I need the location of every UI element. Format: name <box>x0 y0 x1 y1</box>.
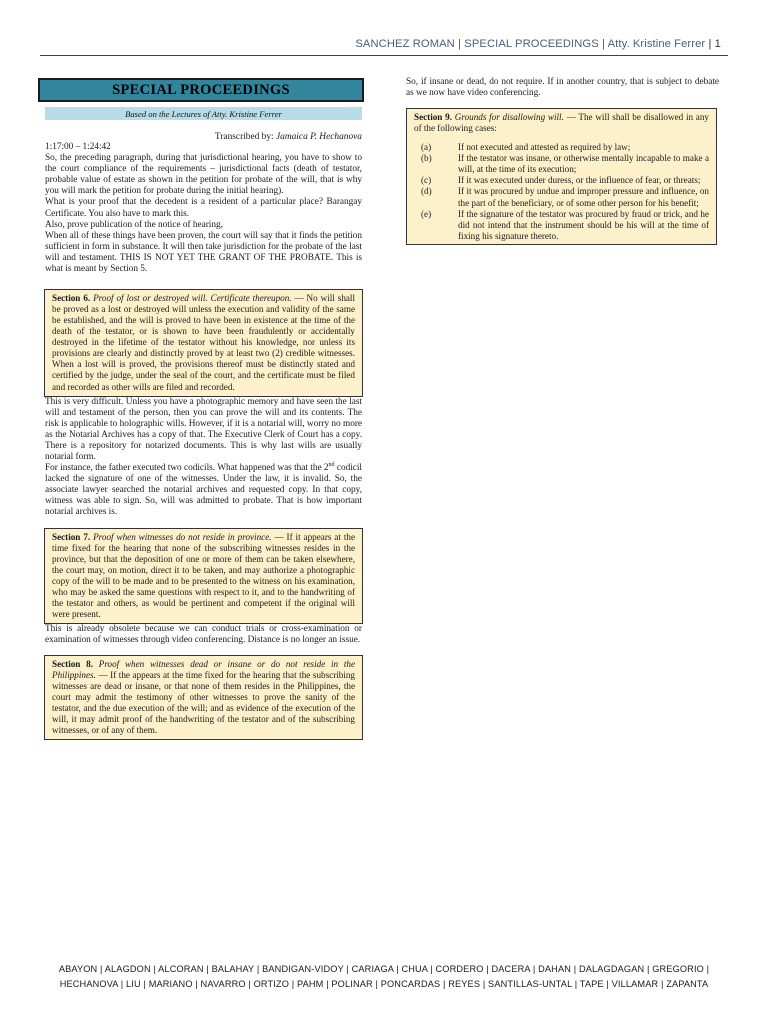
section-9-number: Section 9. <box>414 112 452 123</box>
ground-key: (b) <box>421 153 432 164</box>
section-8-title: Proof when witnesses dead or insane or do not reside in the Philippines. <box>52 659 356 681</box>
footer-line-2: HECHANOVA | LIU | MARIANO | NAVARRO | ORTIZO | PAHM | POLINAR | PONCARDAS | REYES | SANTILLAS-UNTAL | TAPE | VILLAMAR | ZAPANTA <box>59 979 709 990</box>
ground-key: (a) <box>421 142 432 153</box>
section-7-body: — If it appears at the time fixed for the hearing that none of the subscribing witnesses resides in the province, but that the deposition of one or more of them can be taken elsewhere, the court may, on motion, direct it to be taken, and may authorize a photographic copy of the will to be made and to be presented to the witness on his examination, who may be asked the same questions with respect to it, and to the handwriting of the testator and others, as would be pertinent and competent if the original will were present. <box>52 531 356 619</box>
section-6-body: — No will shall be proved as a lost or destroyed will unless the execution and validity of the same be established, and the will is proved to have been in existence at the time of the death of the testator, or is shown to have been fraudulently or accidentally destroyed in the lifetime of the testator without his knowledge, nor unless its provisions are clearly and distinctly proved by at least two (2) credible witnesses. When a lost will is proved, the provisions thereof must be distinctly stated and certified by the judge, under the seal of the court, and the certificate must be filed and recorded as other wills are filed and recorded. <box>52 293 356 392</box>
paragraph-insane-or-dead: So, if insane or dead, do not require. If in another country, that is subject to debate as we now have video conferencing. <box>406 77 719 99</box>
list-item <box>414 153 709 175</box>
list-item <box>414 175 709 186</box>
list-item <box>414 142 709 153</box>
ground-key: (e) <box>421 208 432 219</box>
ground-text: If not executed and attested as required by law; <box>458 142 631 153</box>
section-6-title: Proof of lost or destroyed will. Certificate thereupon. <box>93 293 292 304</box>
document-subtitle: Based on the Lectures of Atty. Kristine Ferrer <box>45 107 362 120</box>
paragraph-residence-proof: What is your proof that the decedent is a resident of a particular place? Barangay Certificate. You also have to mark this. <box>45 197 362 219</box>
transcriber-label: Transcribed by: <box>214 132 276 142</box>
timestamp: 1:17:00 – 1:24:42 <box>45 142 111 152</box>
ground-text: If it was procured by undue and improper pressure and influence, on the part of the beneficiary, or of some other person for his benefit; <box>458 186 709 208</box>
document-title: SPECIAL PROCEEDINGS <box>38 78 364 102</box>
paragraph-jurisdiction: When all of these things have been proven, the court will say that it finds the petition sufficient in form in substance. It will then take jurisdiction for the probate of the last will and testament. THIS IS NOT YET THE GRANT OF THE PROBATE. This is what is meant by Section 5. <box>45 230 362 275</box>
running-header <box>355 38 721 50</box>
footer-line-1: ABAYON | ALAGDON | ALCORAN | BALAHAY | BANDIGAN-VIDOY | CARIAGA | CHUA | CORDERO | DACERA | DAHAN | DALAGDAGAN | GREGORIO | <box>58 964 710 974</box>
paragraph-publication: Also, prove publication of the notice of hearing, <box>45 219 223 230</box>
section-8-box <box>44 655 363 740</box>
paragraph-lost-will: This is very difficult. Unless you have a photographic memory and have seen the last will and testament of the person, then you can prove the will and its contents. The risk is applicable to holographic wills. However, if it is a notarial will, worry no more as the Notarial Archives has a copy of that. The Executive Clerk of Court has a copy. There is a repository for notarized documents. This is why last wills are usually notarial form. <box>45 396 362 463</box>
paragraph-obsolete: This is already obsolete because we can conduct trials or cross-examination or examination of witnesses through video conferencing. Distance is no longer an issue. <box>45 623 362 646</box>
section-6-box <box>44 289 363 396</box>
section-9-body: — The will shall be disallowed in any of the following cases: <box>414 112 709 134</box>
section-7-number: Section 7. <box>52 531 91 542</box>
right-column <box>406 77 719 245</box>
paragraph-codicils-a: For instance, the father executed two codicils. What happened was that the 2 <box>45 463 329 474</box>
header-rule <box>40 55 728 56</box>
ground-key: (c) <box>421 175 432 186</box>
paragraph-jurisdictional-hearing: So, the preceding paragraph, during that jurisdictional hearing, you have to show to the court compliance of the requirements – jurisdictional facts (death of testator, probable value of estate as shown in the petition for probate of the will, that is why you will mark the petition for probate during the initial hearing). <box>45 153 362 197</box>
ground-key: (d) <box>421 186 432 197</box>
page-number: 1 <box>714 38 721 50</box>
contributors-footer <box>0 962 768 992</box>
header-separator: | <box>705 38 715 50</box>
header-title: SANCHEZ ROMAN | SPECIAL PROCEEDINGS | <box>355 38 608 50</box>
left-column <box>45 78 362 740</box>
header-lecturer: Atty. Kristine Ferrer <box>607 38 706 50</box>
section-6-number: Section 6. <box>52 293 91 304</box>
list-item <box>414 209 709 242</box>
paragraph-codicils <box>45 463 362 518</box>
ground-text: If the signature of the testator was procured by fraud or trick, and he did not intend that the instrument should be his will at the time of fixing his signature thereto. <box>458 208 709 241</box>
transcriber-line <box>45 132 362 142</box>
ordinal-suffix: nd <box>328 462 335 469</box>
section-8-number: Section 8. <box>52 659 93 670</box>
transcriber-name: Jamaica P. Hechanova <box>276 132 362 142</box>
paragraph-codicils-b: codicil lacked the signature of one of the witnesses. Under the law, it is invalid. So, the associate lawyer searched the notarial archives and requested copy. In that copy, witness was able to sign. So, will was admitted to probate. That is how important notarial archives is. <box>45 463 362 518</box>
ground-text: If it was executed under duress, or the influence of fear, or threats; <box>458 175 701 186</box>
section-9-title: Grounds for disallowing will. <box>454 112 564 123</box>
section-7-title: Proof when witnesses do not reside in province. <box>93 531 272 542</box>
ground-text: If the testator was insane, or otherwise mentally incapable to make a will, at the time of its execution; <box>458 153 709 175</box>
list-item <box>414 186 709 208</box>
section-8-body: — If the appears at the time fixed for the hearing that the subscribing witnesses are dead or insane, or that none of them resides in the Philippines, the court may admit the testimony of other witnesses to prove the sanity of the testator, and the due execution of the will; and as evidence of the execution of the will, it may admit proof of the handwriting of the testator and of the subscribing witnesses, or of any of them. <box>52 670 355 736</box>
section-9-box <box>406 108 717 245</box>
grounds-list <box>414 142 709 241</box>
section-7-box <box>44 528 363 624</box>
